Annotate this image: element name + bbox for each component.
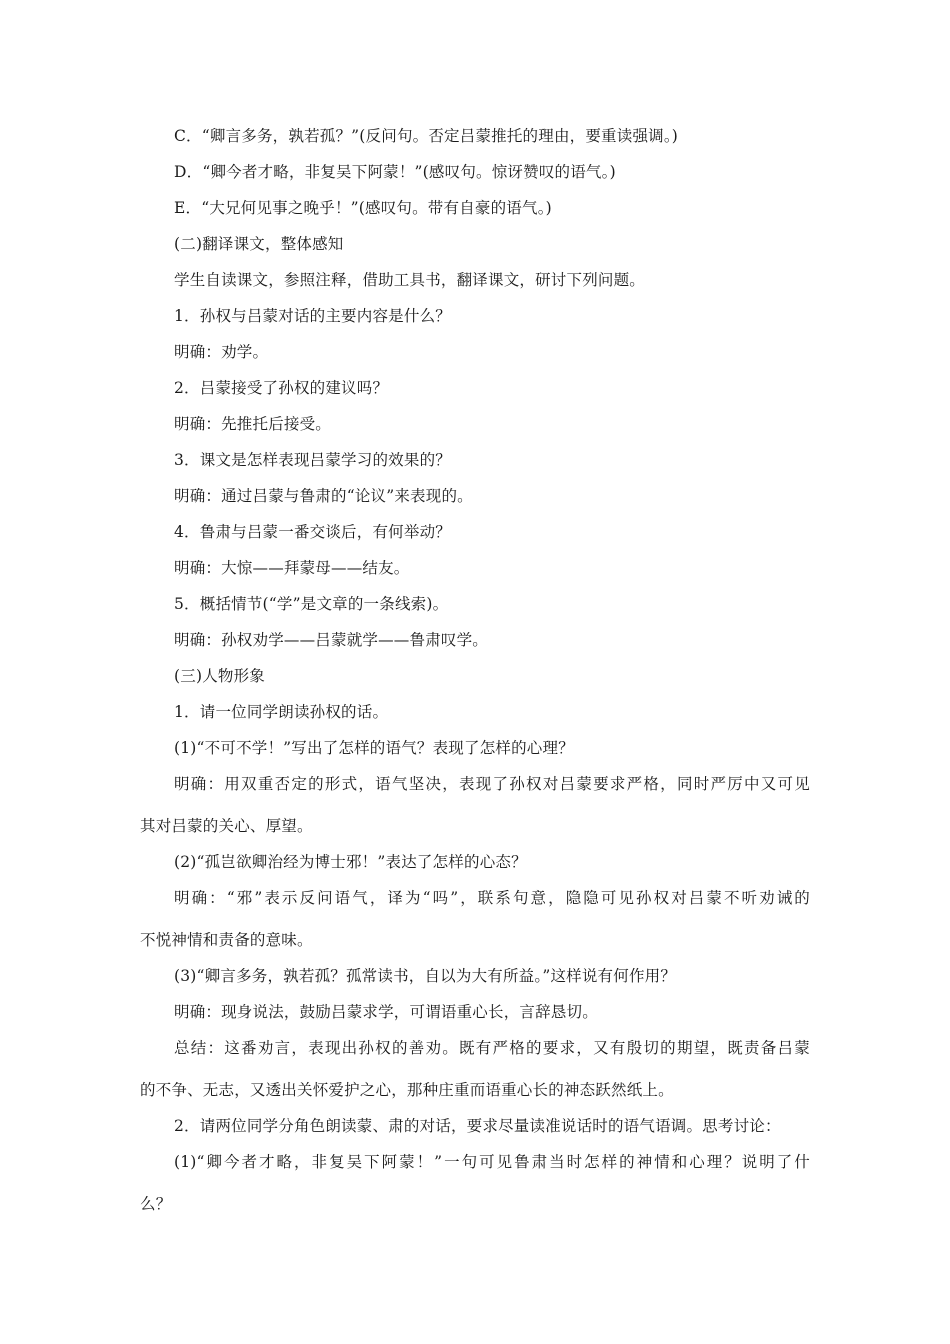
question-line: 3．课文是怎样表现吕蒙学习的效果的？ [174, 451, 451, 469]
sub-question-line: (1)“卿今者才略，非复吴下阿蒙！”一句可见鲁肃当时怎样的神情和心理？说明了什 [174, 1153, 810, 1171]
answer-line: 明确：“邪”表示反问语气，译为“吗”，联系句意，隐隐可见孙权对吕蒙不听劝诫的 [174, 889, 810, 907]
section-heading: (二)翻译课文，整体感知 [174, 235, 344, 253]
answer-line: 明确：大惊——拜蒙母——结友。 [174, 559, 410, 577]
question-line: 1．请一位同学朗读孙权的话。 [174, 703, 389, 721]
answer-line: 明确：现身说法，鼓励吕蒙求学，可谓语重心长，言辞恳切。 [174, 1003, 598, 1021]
answer-line: 明确：先推托后接受。 [174, 415, 332, 433]
question-line: 5．概括情节(“学”是文章的一条线索)。 [174, 595, 449, 613]
answer-continuation-line: 不悦神情和责备的意味。 [140, 931, 313, 949]
answer-line: 明确：用双重否定的形式，语气坚决，表现了孙权对吕蒙要求严格，同时严厉中又可见 [174, 775, 810, 793]
sub-question-line: (1)“不可不学！”写出了怎样的语气？表现了怎样的心理？ [174, 739, 574, 757]
sub-question-line: (3)“卿言多务，孰若孤？孤常读书，自以为大有所益。”这样说有何作用？ [174, 967, 677, 985]
answer-line: 明确：孙权劝学——吕蒙就学——鲁肃叹学。 [174, 631, 489, 649]
question-line: 2．请两位同学分角色朗读蒙、肃的对话，要求尽量读准说话时的语气语调。思考讨论： [174, 1117, 781, 1135]
question-line: 2．吕蒙接受了孙权的建议吗？ [174, 379, 389, 397]
option-e-line: E．“大兄何见事之晚乎！”(感叹句。带有自豪的语气。) [174, 199, 552, 217]
sub-question-continuation-line: 么？ [140, 1195, 172, 1213]
paragraph-line: 学生自读课文，参照注释，借助工具书，翻译课文，研讨下列问题。 [174, 271, 646, 289]
answer-continuation-line: 其对吕蒙的关心、厚望。 [140, 817, 313, 835]
section-heading: (三)人物形象 [174, 667, 265, 685]
option-c-line: C．“卿言多务，孰若孤？”(反问句。否定吕蒙推托的理由，要重读强调。) [174, 127, 679, 145]
summary-line: 总结：这番劝言，表现出孙权的善劝。既有严格的要求，又有殷切的期望，既责备吕蒙 [174, 1039, 810, 1057]
question-line: 1．孙权与吕蒙对话的主要内容是什么？ [174, 307, 451, 325]
option-d-line: D．“卿今者才略，非复吴下阿蒙！”(感叹句。惊讶赞叹的语气。) [174, 163, 616, 181]
answer-line: 明确：通过吕蒙与鲁肃的“论议”来表现的。 [174, 487, 473, 505]
answer-line: 明确：劝学。 [174, 343, 269, 361]
summary-continuation-line: 的不争、无志，又透出关怀爱护之心，那种庄重而语重心长的神态跃然纸上。 [140, 1081, 674, 1099]
question-line: 4．鲁肃与吕蒙一番交谈后，有何举动？ [174, 523, 451, 541]
sub-question-line: (2)“孤岂欲卿治经为博士邪！”表达了怎样的心态？ [174, 853, 527, 871]
